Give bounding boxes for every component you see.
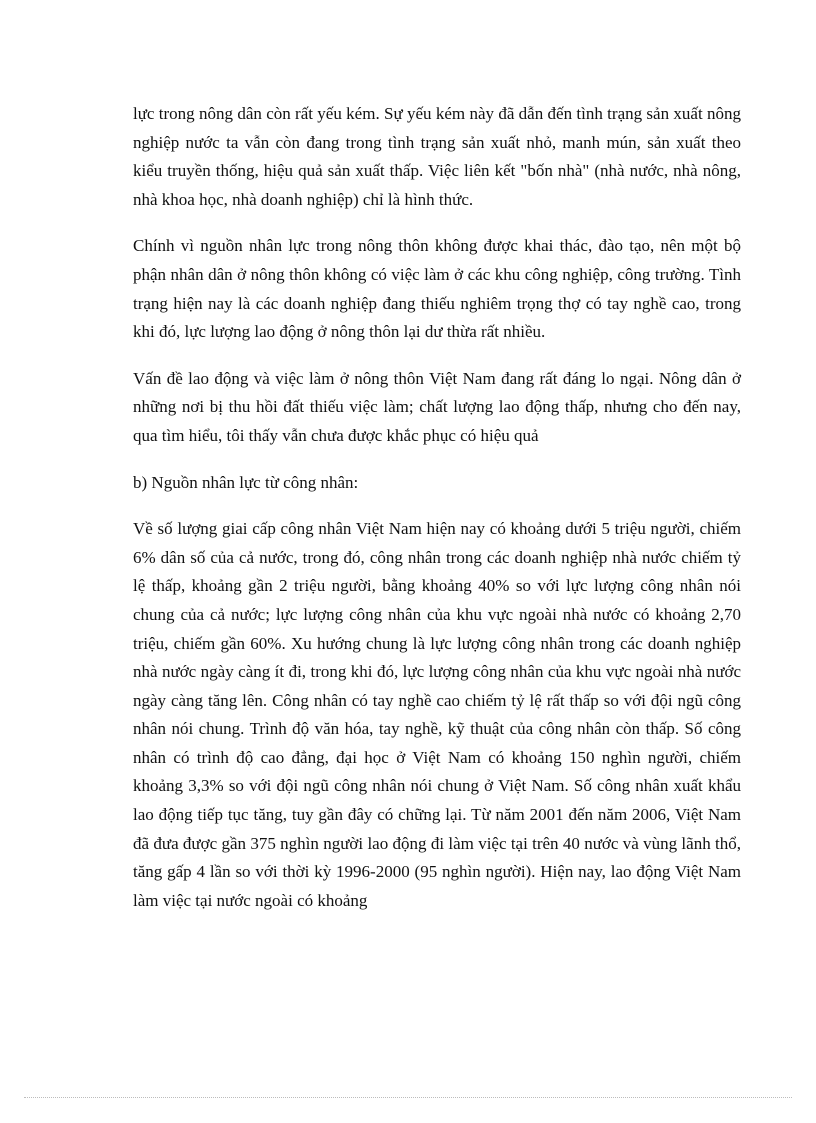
section-heading: b) Nguồn nhân lực từ công nhân: [133, 472, 359, 492]
paragraph-1: lực trong nông dân còn rất yếu kém. Sự yếu kém này đã dẫn đến tình trạng sản xuất nông nghiệp nước ta vẫn còn đang trong tình trạng sản xuất nhỏ, manh mún, sản xuất theo kiểu truyền thống, hiệu quả sản xuất thấp. Việc liên kết "bốn nhà" (nhà nước, nhà nông, nhà khoa học, nhà doanh nghiệp) chỉ là hình thức. [133, 104, 741, 209]
document-body [133, 100, 741, 933]
page-bottom-divider [24, 1097, 792, 1098]
paragraph-2: Chính vì nguồn nhân lực trong nông thôn không được khai thác, đào tạo, nên một bộ phận nhân dân ở nông thôn không có việc làm ở các khu công nghiệp, công trường. Tình trạng hiện nay là các doanh nghiệp đang thiếu nghiêm trọng thợ có tay nghề cao, trong khi đó, lực lượng lao động ở nông thôn lại dư thừa rất nhiều. [133, 236, 741, 342]
paragraph-3: Vấn đề lao động và việc làm ở nông thôn Việt Nam đang rất đáng lo ngại. Nông dân ở những nơi bị thu hồi đất thiếu việc làm; chất lượng lao động thấp, nhưng cho đến nay, qua tìm hiểu, tôi thấy vẫn chưa được khắc phục có hiệu quả [133, 368, 741, 445]
paragraph-4: Về số lượng giai cấp công nhân Việt Nam hiện nay có khoảng dưới 5 triệu người, chiếm 6% dân số của cả nước, trong đó, công nhân trong các doanh nghiệp nhà nước chiếm tỷ lệ thấp, khoảng gần 2 triệu người, bằng khoảng 40% so với lực lượng công nhân nói chung của cả nước; lực lượng công nhân của khu vực ngoài nhà nước có khoảng 2,70 triệu, chiếm gần 60%. Xu hướng chung là lực lượng công nhân trong các doanh nghiệp nhà nước ngày càng ít đi, trong khi đó, lực lượng công nhân của khu vực ngoài nhà nước ngày càng tăng lên. Công nhân có tay nghề cao chiếm tỷ lệ rất thấp so với đội ngũ công nhân nói chung. Trình độ văn hóa, tay nghề, kỹ thuật của công nhân còn thấp. Số công nhân có trình độ cao đẳng, đại học ở Việt Nam có khoảng 150 nghìn người, chiếm khoảng 3,3% so với đội ngũ công nhân nói chung ở Việt Nam. Số công nhân xuất khẩu lao động tiếp tục tăng, tuy gần đây có chững lại. Từ năm 2001 đến năm 2006, Việt Nam đã đưa được gần 375 nghìn người lao động đi làm việc tại trên 40 nước và vùng lãnh thổ, tăng gấp 4 lần so với thời kỳ 1996-2000 (95 nghìn người). Hiện nay, lao động Việt Nam làm việc tại nước ngoài có khoảng [133, 519, 741, 910]
